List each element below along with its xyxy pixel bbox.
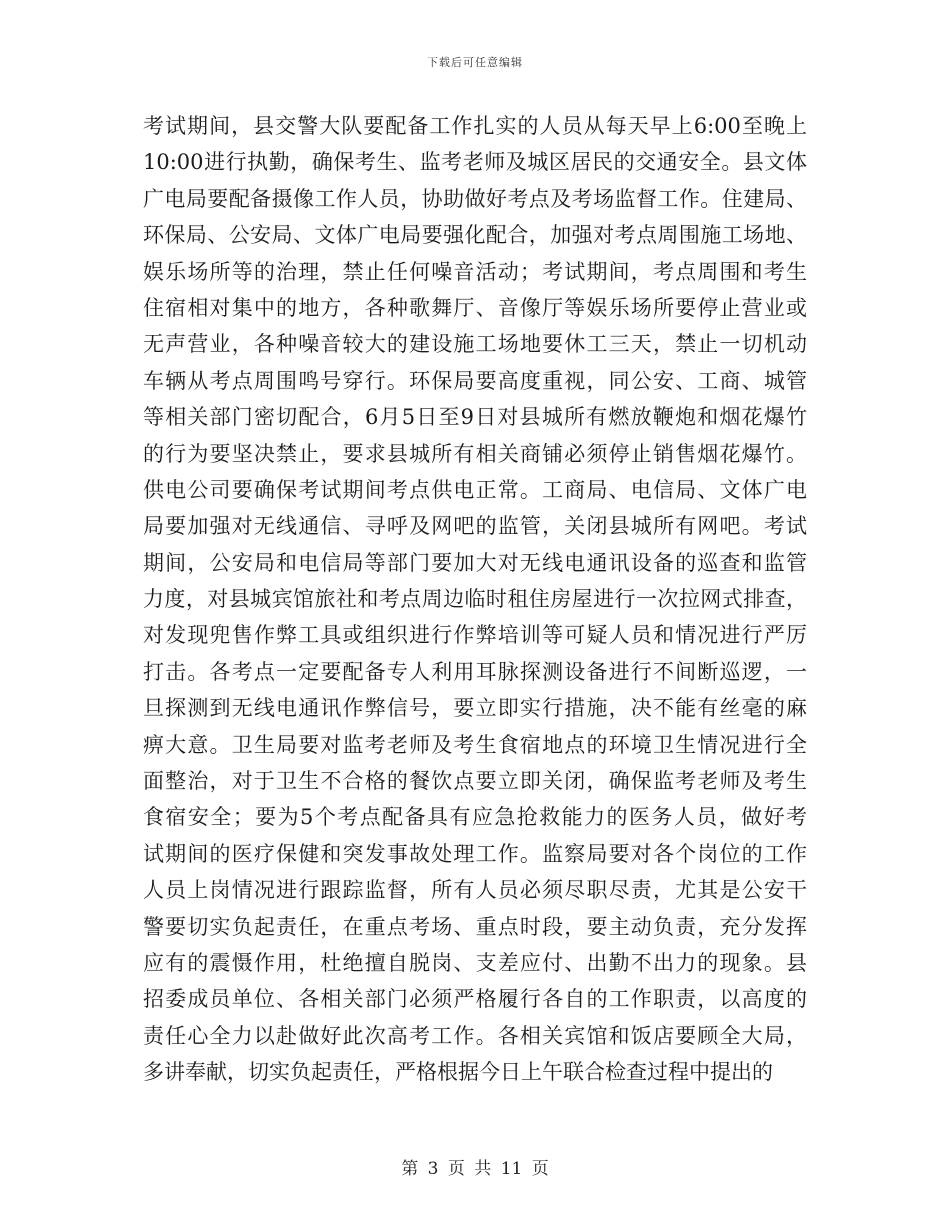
text-line: 供电公司要确保考试期间考点供电正常。工商局、电信局、文体广电 [143,477,807,502]
text-line: 多讲奉献，切实负起责任，严格根据今日上午联合检查过程中提出的 [143,1060,773,1085]
text-line: 环保局、公安局、文体广电局要强化配合，加强对考点周围施工场地、 [143,223,807,248]
text-line: 应有的震慑作用，杜绝擅自脱岗、支差应付、出勤不出力的现象。县 [143,950,807,975]
text-line: 试期间的医疗保健和突发事故处理工作。监察局要对各个岗位的工作 [143,841,807,866]
text-line: 痹大意。卫生局要对监考老师及考生食宿地点的环境卫生情况进行全 [143,732,807,757]
text-line: 警要切实负起责任，在重点考场、重点时段，要主动负责，充分发挥 [143,914,807,939]
text-line: 食宿安全；要为5个考点配备具有应急抢救能力的医务人员，做好考 [143,805,807,830]
text-line: 力度，对县城宾馆旅社和考点周边临时租住房屋进行一次拉网式排查， [143,587,807,612]
text-line: 旦探测到无线电通讯作弊信号，要立即实行措施，决不能有丝毫的麻 [143,696,807,721]
page-header: 下载后可任意编辑 [427,56,523,69]
document-body [143,108,807,1091]
text-line: 对发现兜售作弊工具或组织进行作弊培训等可疑人员和情况进行严厉 [143,623,807,648]
text-line: 广电局要配备摄像工作人员，协助做好考点及考场监督工作。住建局、 [143,186,807,211]
text-line: 打击。各考点一定要配备专人利用耳脉探测设备进行不间断巡逻，一 [143,659,807,684]
text-line: 的行为要坚决禁止，要求县城所有相关商铺必须停止销售烟花爆竹。 [143,441,807,466]
text-line: 期间，公安局和电信局等部门要加大对无线电通讯设备的巡查和监管 [143,550,807,575]
text-line: 责任心全力以赴做好此次高考工作。各相关宾馆和饭店要顾全大局， [143,1023,807,1048]
text-line: 等相关部门密切配合，6月5日至9日对县城所有燃放鞭炮和烟花爆竹 [143,405,807,430]
text-line: 考试期间，县交警大队要配备工作扎实的人员从每天早上6:00至晚上 [143,114,807,138]
text-line: 招委成员单位、各相关部门必须严格履行各自的工作职责，以高度的 [143,987,807,1012]
text-line: 娱乐场所等的治理，禁止任何噪音活动；考试期间，考点周围和考生 [143,259,807,284]
text-line: 车辆从考点周围鸣号穿行。环保局要高度重视，同公安、工商、城管 [143,368,807,393]
text-line: 面整治，对于卫生不合格的餐饮点要立即关闭，确保监考老师及考生 [143,769,807,794]
text-line: 住宿相对集中的地方，各种歌舞厅、音像厅等娱乐场所要停止营业或 [143,295,807,320]
text-line: 10:00进行执勤，确保考生、监考老师及城区居民的交通安全。县文体 [143,150,807,175]
text-line: 局要加强对无线通信、寻呼及网吧的监管，关闭县城所有网吧。考试 [143,514,807,539]
page-number-footer: 第 3 页 共 11 页 [401,1159,549,1179]
text-line: 无声营业，各种噪音较大的建设施工场地要休工三天，禁止一切机动 [143,332,807,357]
text-line: 人员上岗情况进行跟踪监督，所有人员必须尽职尽责，尤其是公安干 [143,878,807,903]
